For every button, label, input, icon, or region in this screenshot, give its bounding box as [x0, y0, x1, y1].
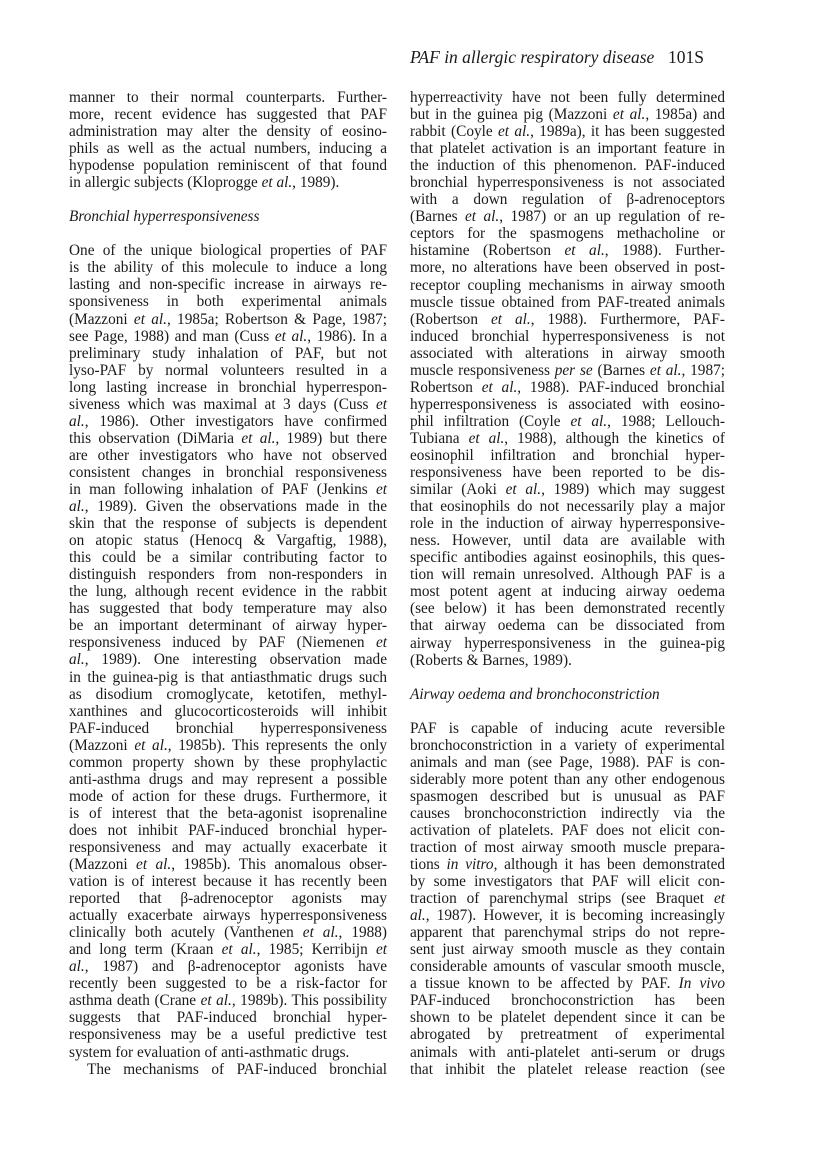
- text-line: shown to be platelet dependent since it can be: [410, 1009, 725, 1027]
- text-line: induced bronchial hyperresponsiveness is not: [410, 327, 725, 345]
- section-heading-airway-oedema: Airway oedema and bronchoconstriction: [410, 685, 660, 703]
- text-line: is of interest that the beta-agonist isoprenaline: [69, 804, 387, 822]
- text-line: animals and man (see Page, 1988). PAF is con-: [410, 753, 725, 771]
- paragraph: [410, 89, 725, 669]
- text-line: most potent agent at inducing airway oedema: [410, 583, 725, 601]
- text-line: in allergic subjects (Kloprogge et al., 1989).: [69, 174, 340, 192]
- text-line: sent just airway smooth muscle as they contain: [410, 941, 725, 959]
- text-line: reported that β-adrenoceptor agonists may: [69, 890, 387, 908]
- text-line: a tissue known to be affected by PAF. In vivo: [410, 975, 725, 993]
- text-line: abrogated by pretreatment of experimental: [410, 1026, 725, 1044]
- text-line: traction of most airway smooth muscle prepara-: [410, 838, 725, 856]
- running-title: PAF in allergic respiratory disease: [410, 47, 655, 67]
- text-line: apparent that parenchymal strips do not repre-: [410, 924, 725, 942]
- text-line: bronchoconstriction in a variety of experimental: [410, 736, 725, 754]
- text-line: lyso-PAF by normal volunteers resulted in a: [69, 361, 387, 379]
- text-line: responsiveness and may actually exacerbate it: [69, 838, 387, 856]
- text-line: hypodense population reminiscent of that found: [69, 157, 387, 175]
- text-line: see Page, 1988) and man (Cuss et al., 1986). In a: [69, 327, 388, 345]
- text-line: consistent changes in bronchial responsiveness: [69, 463, 387, 481]
- text-line: administration may alter the density of eosino-: [69, 123, 387, 141]
- text-line: tions in vitro, although it has been demonstrated: [410, 856, 726, 874]
- text-line: tion will remain unresolved. Although PAF is a: [410, 566, 725, 584]
- text-line: animals with anti-platelet anti-serum or drugs: [410, 1043, 725, 1061]
- text-line: siveness which was maximal at 3 days (Cuss et: [69, 395, 387, 413]
- text-line: that inhibit the platelet release reaction (see: [410, 1060, 725, 1078]
- text-line: be an important determinant of airway hyper-: [69, 617, 387, 635]
- text-line: (Roberts & Barnes, 1989).: [410, 651, 572, 669]
- running-head: [0, 47, 816, 69]
- left-column: [69, 89, 387, 1078]
- text-line: PAF-induced bronchial hyperresponsiveness: [69, 719, 387, 737]
- text-line: al., 1987). However, it is becoming increasingly: [410, 907, 725, 925]
- text-line: hyperresponsiveness is associated with eosino-: [410, 395, 725, 413]
- text-line: Robertson et al., 1988). PAF-induced bronchial: [410, 378, 725, 396]
- text-line: on atopic status (Henocq & Vargaftig, 1988),: [69, 532, 387, 550]
- text-line: muscle responsiveness per se (Barnes et al., 1987;: [410, 361, 725, 379]
- paragraph: [69, 89, 387, 191]
- text-line: airway hyperresponsiveness in the guinea-pig: [410, 634, 725, 652]
- text-line: suggests that PAF-induced bronchial hyper-: [69, 1009, 387, 1027]
- text-line: distinguish responders from non-responders in: [69, 566, 387, 584]
- text-line: lasting and non-specific increase in airways re-: [69, 276, 387, 294]
- text-line: al., 1989). Given the observations made in the: [69, 498, 387, 516]
- text-line: preliminary study inhalation of PAF, but not: [69, 344, 387, 362]
- text-line: is the ability of this molecule to induce a long: [69, 259, 387, 277]
- text-line: in the guinea-pig is that antiasthmatic drugs such: [69, 668, 387, 686]
- text-line: (Mazzoni et al., 1985b). This anomalous obser-: [69, 856, 387, 874]
- text-line: common property shown by these prophylactic: [69, 753, 387, 771]
- text-line: system for evaluation of anti-asthmatic drugs.: [69, 1043, 350, 1061]
- text-line: al., 1987) and β-adrenoceptor agonists have: [69, 958, 387, 976]
- text-line: responsiveness may be a useful predictive test: [69, 1026, 387, 1044]
- text-line: responsiveness induced by PAF (Niemenen et: [69, 634, 387, 652]
- page-number: 101S: [668, 47, 704, 67]
- text-line: considerable amounts of vascular smooth muscle,: [410, 958, 725, 976]
- text-line: rabbit (Coyle et al., 1989a), it has been suggested: [410, 123, 726, 141]
- text-line: actually exacerbate airways hyperresponsiveness: [69, 907, 387, 925]
- text-line: traction of parenchymal strips (see Braquet et: [410, 890, 725, 908]
- text-line: role in the induction of airway hyperresponsive-: [410, 515, 725, 533]
- text-line: clinically both acutely (Vanthenen et al., 1988): [69, 924, 388, 942]
- text-line: the lung, although recent evidence in the rabbit: [69, 583, 387, 601]
- paragraph: [69, 242, 387, 1060]
- text-line: phils as well as the actual numbers, inducing a: [69, 140, 387, 158]
- text-line: manner to their normal counterparts. Further-: [69, 89, 387, 106]
- text-line: this observation (DiMaria et al., 1989) but there: [69, 429, 387, 447]
- text-line: ness. However, until data are available with: [410, 532, 725, 550]
- text-line: that eosinophils do not necessarily play a major: [410, 498, 725, 516]
- text-line: skin that the response of subjects is dependent: [69, 515, 387, 533]
- text-line: histamine (Robertson et al., 1988). Further-: [410, 242, 725, 260]
- text-line: as disodium cromoglycate, ketotifen, methyl-: [69, 685, 387, 703]
- section-heading-bronchial-hyperresponsiveness: Bronchial hyperresponsiveness: [69, 208, 260, 226]
- text-line: PAF-induced bronchoconstriction has been: [410, 992, 725, 1010]
- text-line: (Barnes et al., 1987) or an up regulation of re-: [410, 208, 725, 226]
- text-line: with a down regulation of β-adrenoceptors: [410, 191, 725, 209]
- text-line: anti-asthma drugs and may represent a possible: [69, 770, 387, 788]
- text-line: responsiveness have been reported to be dis-: [410, 464, 725, 482]
- text-line: hyperreactivity have not been fully determined: [410, 89, 725, 106]
- text-line: the induction of this phenomenon. PAF-induced: [410, 157, 725, 175]
- text-line: sponsiveness in both experimental animals: [69, 293, 387, 311]
- text-line: long lasting increase in bronchial hyperrespon-: [69, 378, 387, 396]
- text-line: that airway oedema can be dissociated from: [410, 617, 725, 635]
- text-line: bronchial hyperresponsiveness is not associated: [410, 174, 725, 192]
- text-line: al., 1986). Other investigators have confirmed: [69, 412, 387, 430]
- text-line: (Robertson et al., 1988). Furthermore, PAF-: [410, 310, 725, 328]
- text-line: (see below) it has been demonstrated recently: [410, 600, 725, 618]
- text-line: Tubiana et al., 1988), although the kinetics of: [410, 429, 726, 447]
- text-line: associated with alterations in airway smooth: [410, 344, 725, 362]
- text-line: spasmogen described but is unusual as PAF: [410, 787, 725, 805]
- text-line: that platelet activation is an important feature in: [410, 140, 725, 158]
- text-line: phil infiltration (Coyle et al., 1988; Lellouch-: [410, 412, 726, 430]
- text-line: xanthines and glucocorticosteroids will inhibit: [69, 702, 387, 720]
- text-line: al., 1989). One interesting observation made: [69, 651, 387, 669]
- text-line: ceptors for the spasmogens methacholine or: [410, 225, 725, 243]
- text-line: One of the unique biological properties of PAF: [69, 242, 387, 260]
- text-line: in man following inhalation of PAF (Jenkins et: [69, 480, 387, 498]
- text-line: muscle tissue obtained from PAF-treated animals: [410, 293, 725, 311]
- text-line: asthma death (Crane et al., 1989b). This possibility: [69, 992, 387, 1010]
- text-line: siderably more potent than any other endogenous: [410, 770, 725, 788]
- right-column: [410, 89, 725, 1078]
- text-line: specific antibodies against eosinophils, this ques-: [410, 549, 725, 567]
- text-line: and long term (Kraan et al., 1985; Kerribijn et: [69, 941, 388, 959]
- text-line: The mechanisms of PAF-induced bronchial: [87, 1060, 387, 1078]
- text-line: receptor coupling mechanisms in airway smooth: [410, 276, 725, 294]
- paragraph: [69, 1061, 387, 1078]
- text-line: recently been suggested to be a risk-factor for: [69, 975, 387, 993]
- text-line: but in the guinea pig (Mazzoni et al., 1985a) and: [410, 106, 725, 124]
- text-line: more, recent evidence has suggested that PAF: [69, 106, 387, 124]
- text-line: similar (Aoki et al., 1989) which may suggest: [410, 481, 725, 499]
- text-line: vation is of interest because it has recently been: [69, 873, 387, 891]
- text-line: mode of action for these drugs. Furthermore, it: [69, 787, 387, 805]
- text-line: causes bronchoconstriction indirectly via the: [410, 804, 725, 822]
- text-line: this could be a similar contributing factor to: [69, 549, 387, 567]
- text-line: are other investigators who have not observed: [69, 446, 387, 464]
- text-line: (Mazzoni et al., 1985b). This represents the only: [69, 736, 388, 754]
- text-line: activation of platelets. PAF does not elicit con-: [410, 821, 725, 839]
- text-line: PAF is capable of inducing acute reversible: [410, 719, 725, 737]
- text-line: (Mazzoni et al., 1985a; Robertson & Page, 1987;: [69, 310, 388, 328]
- text-line: by some investigators that PAF will elicit con-: [410, 873, 725, 891]
- text-line: more, no alterations have been observed in post-: [410, 259, 725, 277]
- paragraph: [410, 720, 725, 1078]
- text-line: has suggested that body temperature may also: [69, 600, 387, 618]
- text-line: eosinophil infiltration and bronchial hyper-: [410, 446, 725, 464]
- text-line: does not inhibit PAF-induced bronchial hyper-: [69, 821, 387, 839]
